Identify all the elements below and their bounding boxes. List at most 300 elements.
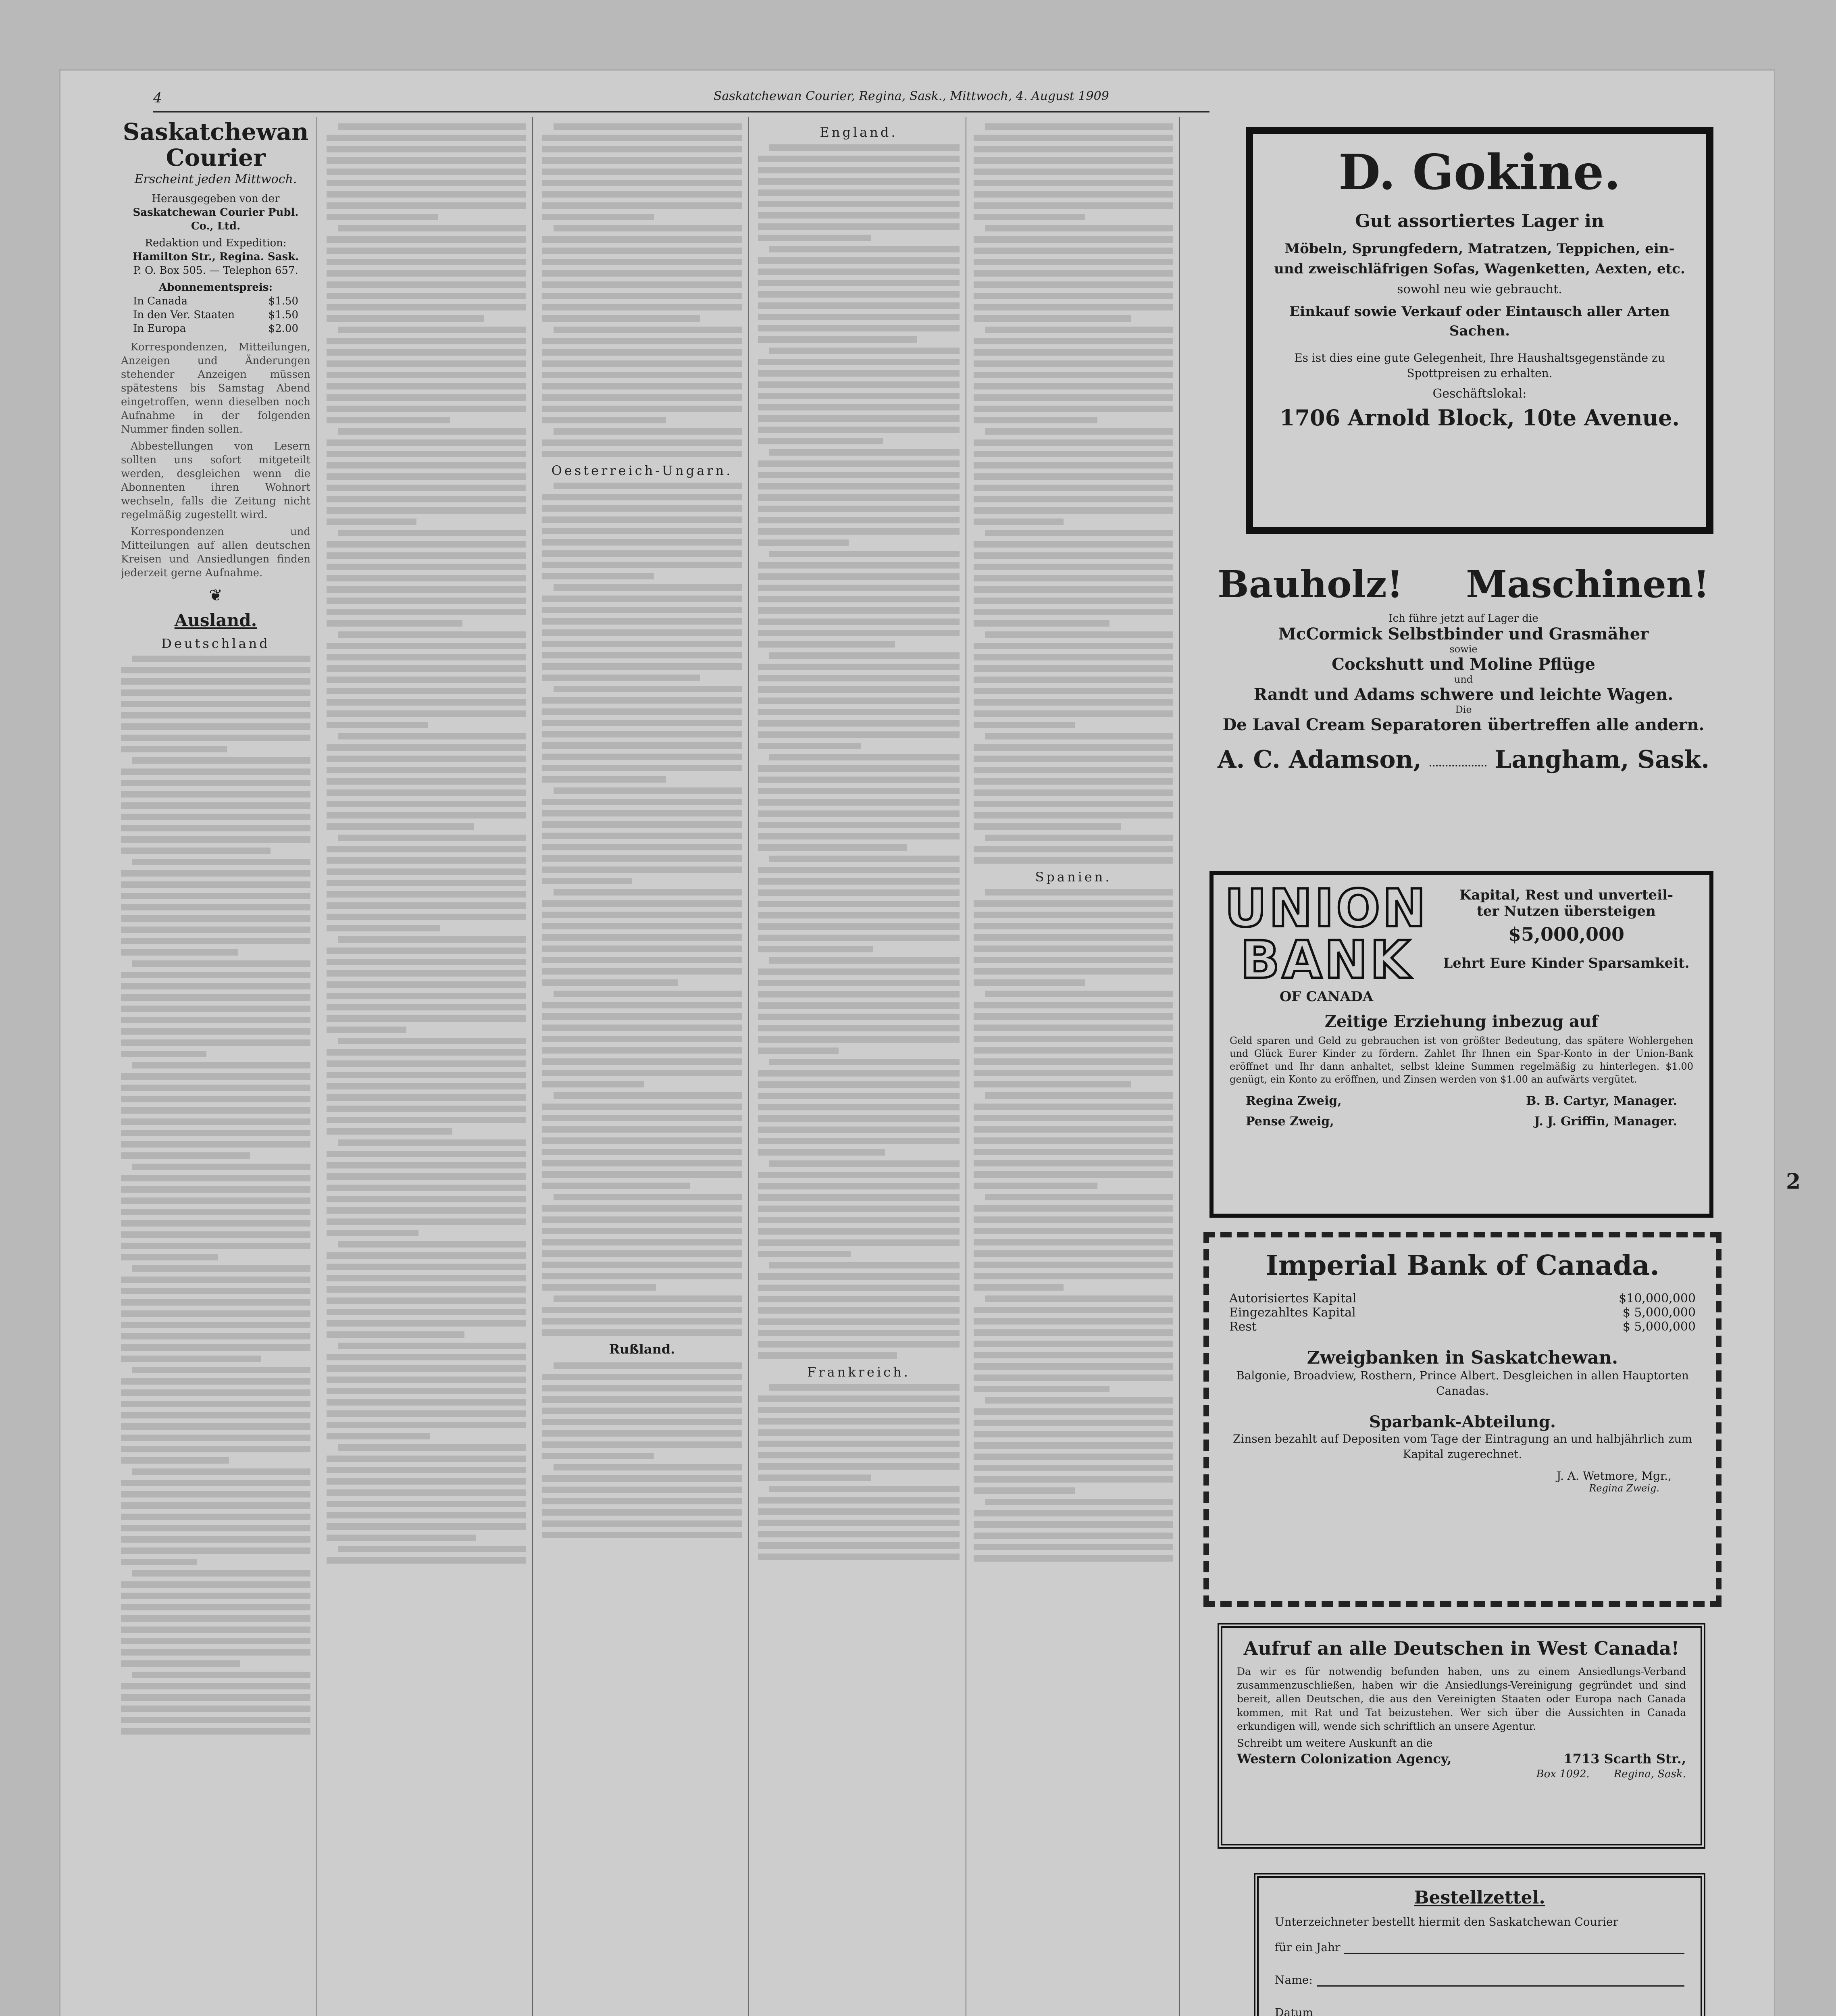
text-line [769,1486,960,1492]
text-line [121,780,310,786]
text-line [985,1295,1173,1302]
adamson-owner: A. C. Adamson, [1218,746,1422,774]
order-field-date[interactable]: Datum [1275,2006,1313,2016]
text-line [327,236,526,243]
text-line [327,1072,526,1078]
text-line [758,280,960,286]
text-line [121,1694,310,1701]
text-line [974,496,1173,502]
text-line [121,1457,229,1464]
text-line [542,1475,742,1482]
text-line [542,1081,644,1087]
text-line [121,1604,310,1610]
text-line [985,327,1173,333]
text-line [758,573,960,580]
text-line [758,438,883,444]
text-line [758,810,960,817]
text-line [758,1273,960,1280]
text-line [974,1318,1173,1325]
text-line [542,1137,742,1144]
gokine-line2: Möbeln, Sprungfedern, Matratzen, Teppichen, ein- und zweischläfrigen Sofas, Wagenketten, Aexten, etc. [1274,241,1685,277]
text-line [327,1309,526,1315]
gokine-line3: sowohl neu wie gebraucht. [1397,282,1562,296]
text-line [121,1130,310,1136]
text-line [327,1173,526,1180]
text-line [542,1025,742,1031]
text-line [327,259,526,265]
text-line [758,833,960,839]
text-line [121,1525,310,1531]
text-line [974,857,1173,864]
text-line [542,844,742,850]
text-line [542,439,742,446]
text-line [758,889,960,896]
text-line [758,1036,960,1043]
oesterreich-heading: Oesterreich-Ungarn. [551,463,733,478]
column-4 [758,119,960,2016]
order-field-name[interactable]: Name: [1275,1973,1684,1987]
text-line [974,979,1085,986]
text-line [758,1497,960,1504]
text-line [974,1544,1173,1550]
text-line [974,744,1173,751]
text-line [327,1151,526,1157]
text-line [974,1386,1110,1392]
text-line [542,146,742,152]
text-line [542,1171,742,1178]
text-line [758,528,960,535]
text-line [121,1322,310,1328]
text-line [542,1532,742,1538]
text-line [758,709,960,715]
publisher-info: Herausgegeben von der Saskatchewan Courier Publ. Co., Ltd. Redaktion und Expedition: Hamilton Str., Regina. Sask. P. O. Box 505. — Telephon 657. [132,193,299,277]
text-line [758,517,960,523]
text-line [121,870,310,877]
text-line [758,664,960,670]
text-line [758,1463,960,1470]
text-line [758,539,849,546]
text-line [542,663,742,670]
text-line [542,776,666,783]
text-line [974,1465,1173,1471]
paper-title: Saskatchewan Courier [123,119,309,171]
text-line [121,1231,310,1238]
text-line [542,135,742,141]
text-line [758,1093,960,1099]
text-line [542,528,742,534]
text-line [327,1196,526,1202]
text-line [327,202,526,209]
text-line [121,667,310,673]
text-line [327,857,526,864]
text-line [974,699,1173,706]
text-line [974,654,1173,660]
text-line [327,1535,476,1541]
text-line [327,552,526,559]
text-line [121,1638,310,1644]
text-line [758,1554,960,1560]
edge-mark: 2 [1786,1169,1801,1194]
text-line [974,846,1173,852]
text-line [974,1160,1173,1166]
text-line [554,327,742,333]
text-line [542,1126,742,1133]
text-line [542,731,742,737]
text-line [327,1489,526,1496]
text-line [542,1250,742,1257]
text-line [758,1002,960,1009]
column-3 [542,119,742,2016]
text-line [542,383,742,389]
text-line [327,620,462,627]
text-line [758,980,960,986]
text-line [974,1047,1173,1054]
text-line [327,146,526,152]
text-line [985,1499,1173,1505]
text-line [542,1013,742,1020]
text-line [542,629,742,636]
text-line [542,912,742,918]
text-line [985,889,1173,896]
text-line [758,1070,960,1077]
text-line [542,1205,742,1212]
text-line [758,1183,960,1189]
text-line [542,957,742,963]
text-line [542,810,742,816]
text-line [758,393,960,399]
text-line [758,494,960,501]
text-line [758,178,960,185]
text-line [327,1094,526,1101]
text-line [542,855,742,862]
text-line [758,381,960,388]
text-line [542,406,742,412]
text-line [974,1081,1131,1087]
text-line [974,1420,1173,1426]
text-line [542,1058,742,1065]
text-line [758,212,960,219]
adamson-head-left: Bauholz! [1218,562,1403,606]
text-line [542,641,742,647]
text-line [974,552,1173,559]
adamson-item1: McCormick Selbstbinder und Grasmäher [1278,625,1649,644]
text-line [974,1002,1173,1008]
ad-gokine [1246,127,1713,534]
text-line [338,123,526,130]
text-line [327,812,526,818]
text-line [327,135,526,141]
text-line [769,1262,960,1268]
text-line [327,1501,526,1507]
text-line [121,1017,310,1023]
text-line [327,1377,526,1383]
text-line [327,1422,526,1428]
text-line [327,598,526,604]
text-line [758,946,873,952]
order-field-year[interactable]: für ein Jahr [1275,1941,1684,1954]
text-line [974,934,1173,941]
text-line [974,1058,1173,1065]
text-line [758,743,861,749]
text-line [758,1441,960,1447]
text-line [758,1127,960,1133]
adamson-place: Langham, Sask. [1495,746,1709,774]
text-line [132,1062,310,1068]
gokine-line4: Einkauf sowie Verkauf oder Eintausch aller Arten Sachen. [1289,304,1670,339]
order-form [1254,1873,1705,2016]
text-line [974,1149,1173,1155]
text-line [974,643,1173,649]
text-line [974,1341,1173,1347]
text-line [338,225,526,231]
text-line [121,1209,310,1215]
text-line [758,269,960,275]
text-line [974,270,1173,277]
text-line [327,519,416,525]
text-line [121,848,271,854]
text-line [327,1512,526,1518]
text-line [121,1728,310,1735]
text-line [327,462,526,469]
text-line [327,360,526,367]
text-line [121,915,310,922]
text-line [542,394,742,401]
text-line [121,1660,240,1667]
text-line [542,697,742,704]
text-line [974,946,1173,952]
england-heading: England. [820,125,898,140]
text-line [974,202,1173,209]
text-line [132,1367,310,1373]
text-line [327,1456,526,1462]
text-line [327,1060,526,1067]
text-line [327,270,526,277]
text-line [121,1141,310,1148]
ausland-heading: Ausland. [174,610,257,630]
text-line [542,1262,742,1268]
text-line [327,1027,406,1033]
text-line [132,757,310,764]
text-line [338,936,526,943]
text-line [121,1683,310,1689]
text-line [327,349,526,356]
text-line [542,338,742,344]
ad-imperial-bank [1203,1232,1722,1607]
text-line [758,1048,839,1054]
text-line [974,541,1173,548]
text-line [327,451,526,457]
text-line [132,960,310,967]
text-line [327,1015,526,1022]
text-line [542,720,742,726]
text-line [327,1252,526,1259]
text-line [542,742,742,749]
text-line [554,428,742,435]
text-line [542,1520,742,1527]
text-line [974,1171,1173,1178]
text-line [542,1453,654,1459]
text-line [121,825,310,831]
text-line [758,190,960,196]
text-line [327,338,526,344]
text-line [758,1239,960,1246]
ad-adamson [1214,562,1713,865]
adamson-item3: Randt und Adams schwere und leichte Wagen. [1253,685,1674,704]
text-line [758,596,960,602]
text-line [327,372,526,378]
text-line [554,483,742,489]
text-line [985,733,1173,739]
text-line [121,1581,310,1588]
text-line [121,1559,197,1565]
text-line [327,439,526,446]
text-line [758,991,960,998]
text-line [554,225,742,231]
text-line [121,814,310,820]
notices: Korrespondenzen, Mitteilungen, Anzeigen und Änderungen stehender Anzeigen müssen spätestens bis Samstag Abend eingetroffen, wenn dieselben noch Aufnahme in der folgenden Nummer finden sollen. Abbestellungen von Lesern sollten uns sofort mitgeteilt werden, desgleichen wenn die Abonnenten ihren Wohnort wechseln, falls die Zeitung nicht regelmäßig zugestellt wird. Korrespondenzen und Mitteilungen auf allen deutschen Kreisen und Ansiedlungen finden jederzeit gerne Aufnahme. [121,341,310,579]
text-line [974,519,1064,525]
text-line [542,372,742,378]
text-line [974,1025,1173,1031]
text-line [974,1228,1173,1234]
text-line [327,383,526,389]
text-line [974,1126,1173,1133]
article-col5b [974,889,1173,1562]
text-line [985,835,1173,841]
text-line [121,1536,310,1543]
text-line [542,516,742,523]
text-line [974,1250,1173,1257]
text-line [554,1295,742,1302]
text-line [542,708,742,715]
text-line [121,802,310,809]
gokine-line5: Es ist dies eine gute Gelegenheit, Ihre Haushaltsgegenstände zu Spottpreisen zu erhalten. [1294,351,1665,380]
text-line [327,315,484,322]
text-line [974,598,1173,604]
text-line [974,451,1173,457]
text-line [758,1395,960,1402]
union-bank-logo: UNION BANK OF CANADA [1224,879,1428,1005]
text-line [121,1333,310,1339]
text-line [542,1329,742,1336]
text-line [974,1521,1173,1528]
text-line [758,1104,960,1110]
price-list: In Canada $1.50 In den Ver. Staaten $1.50 In Europa $2.00 [133,295,298,335]
imperial-branches-heading: Zweigbanken in Saskatchewan. [1307,1347,1618,1368]
text-line [121,1299,310,1306]
text-line [327,1185,526,1191]
text-line [542,169,742,175]
text-line [542,360,742,367]
text-line [327,1399,526,1406]
text-line [542,878,632,884]
text-line [974,1375,1173,1381]
text-line [327,948,526,954]
text-line [121,1717,310,1723]
text-line [327,1557,526,1564]
text-line [758,607,960,614]
text-line [327,891,526,898]
gokine-label: Geschäftslokal: [1432,387,1527,401]
text-line [327,1049,526,1056]
column-2 [327,119,526,2016]
text-line [769,957,960,964]
text-line [974,507,1173,514]
text-line [327,191,526,198]
text-line [542,923,742,929]
text-line [121,1028,310,1035]
text-line [121,689,310,696]
text-line [121,1423,310,1430]
text-line [758,1531,960,1537]
text-line [542,248,742,254]
text-line [974,778,1173,785]
text-line [327,767,526,773]
text-line [327,868,526,875]
text-line [121,1412,310,1418]
text-line [327,654,526,660]
text-line [327,1388,526,1394]
text-line [974,767,1173,773]
text-line [121,938,310,944]
text-line [542,539,742,546]
text-line [542,1498,742,1504]
text-line [132,1265,310,1272]
text-line [758,1307,960,1314]
text-line [554,991,742,997]
text-line [758,968,960,975]
text-line [758,1352,897,1359]
text-line [327,575,526,581]
text-line [758,359,960,365]
text-line [758,630,960,636]
text-line [542,1104,742,1110]
aufruf-title: Aufruf an alle Deutschen in West Canada! [1243,1637,1680,1659]
adamson-and3: Die [1455,704,1472,715]
text-line [542,618,742,625]
text-line [542,236,742,243]
text-line [758,404,960,410]
text-line [542,293,742,299]
prices-heading: Abonnementspreis: [158,281,273,294]
text-line [974,293,1173,299]
text-line [327,699,526,706]
text-line [554,787,742,794]
gokine-address: 1706 Arnold Block, 10te Avenue. [1279,405,1680,431]
text-line [121,1006,310,1012]
text-line [554,1464,742,1470]
text-line [542,821,742,828]
text-line [542,934,742,941]
text-line [542,979,678,986]
text-line [974,214,1085,220]
text-line [758,167,960,173]
text-line [327,1117,526,1123]
text-line [542,1273,742,1279]
paper-subtitle: Erscheint jeden Mittwoch. [134,172,297,186]
text-line [758,822,960,828]
text-line [769,144,960,151]
adamson-item4: De Laval Cream Separatoren übertreffen alle andern. [1222,715,1705,734]
adamson-head-right: Maschinen! [1466,562,1709,606]
page-number: 4 [153,90,162,106]
text-line [974,722,1075,728]
text-line [132,1672,310,1678]
text-line [769,856,960,862]
text-line [974,383,1173,389]
order-form-intro: Unterzeichneter bestellt hiermit den Saskatchewan Courier [1275,1915,1618,1929]
article-col4a [758,144,960,1359]
